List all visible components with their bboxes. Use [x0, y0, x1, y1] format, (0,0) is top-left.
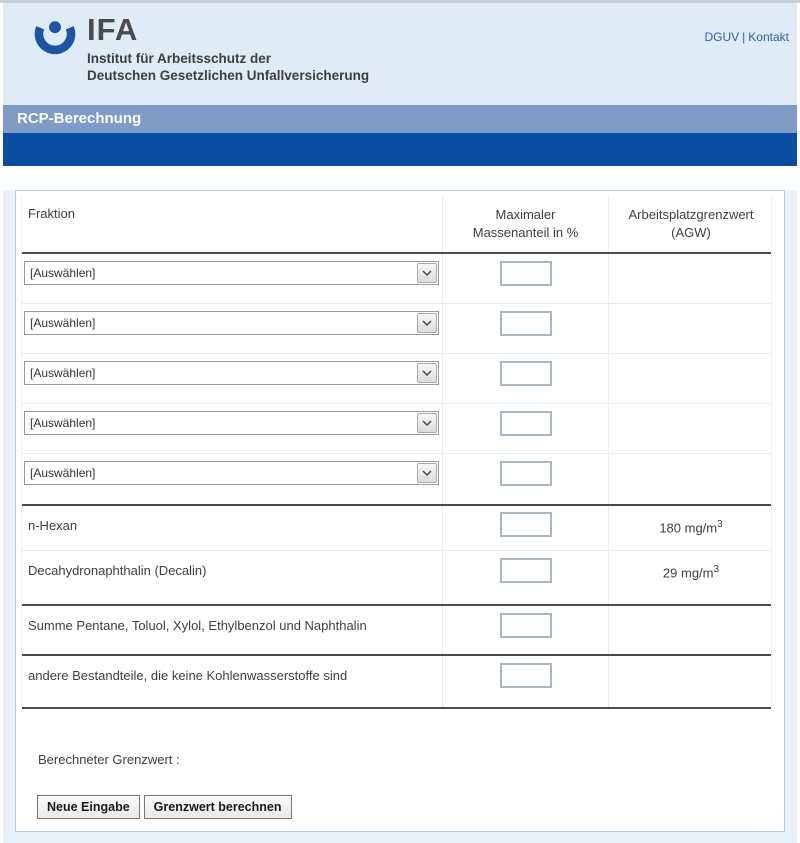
agw-cell	[609, 404, 773, 453]
site-header	[3, 3, 797, 105]
mass-percent-input-1[interactable]	[500, 261, 552, 286]
mass-percent-input-5[interactable]	[500, 461, 552, 486]
fraction-select-4[interactable]	[24, 411, 439, 435]
calculate-limit-button[interactable]: Grenzwert berechnen	[144, 795, 292, 819]
agw-cell	[609, 606, 773, 654]
table-row	[22, 656, 771, 709]
fraction-select-5[interactable]	[24, 461, 439, 485]
calculated-limit-label: Berechneter Grenzwert :	[38, 752, 180, 767]
rcp-table	[21, 197, 772, 709]
fraction-select-2-value: [Auswählen]	[30, 316, 96, 330]
agw-value: 29 $mg/m^3$	[662, 564, 720, 581]
spacer-band	[3, 166, 797, 190]
mass-percent-input-7[interactable]	[500, 558, 552, 583]
logo-block	[3, 3, 797, 84]
table-row	[22, 454, 771, 506]
rcp-form-panel	[15, 190, 785, 832]
dguv-logo-icon	[30, 15, 80, 59]
kontakt-link[interactable]: Kontakt	[748, 30, 789, 44]
table-row	[22, 254, 771, 304]
table-header-row	[22, 197, 771, 254]
agw-cell	[609, 454, 773, 504]
new-entry-button[interactable]: Neue Eingabe	[37, 795, 140, 819]
table-row	[22, 404, 771, 454]
table-row	[22, 606, 771, 656]
dguv-link[interactable]: DGUV	[704, 30, 740, 44]
brand-subtitle	[87, 50, 369, 84]
brand-acronym: IFA	[87, 12, 139, 47]
page-container	[3, 3, 797, 843]
fraction-label: n-Hexan	[28, 518, 78, 533]
mass-percent-input-6[interactable]	[500, 512, 552, 537]
fraction-select-4-value: [Auswählen]	[30, 416, 96, 430]
fraction-label: Decahydronaphthalin (Decalin)	[28, 563, 207, 578]
mass-percent-input-8[interactable]	[500, 613, 552, 638]
fraction-label: Summe Pentane, Toluol, Xylol, Ethylbenzol und Naphthalin	[28, 618, 367, 633]
table-row	[22, 551, 771, 606]
link-separator: |	[742, 30, 746, 44]
fraction-select-3-value: [Auswählen]	[30, 366, 96, 380]
agw-value: 180 $mg/m^3$	[659, 519, 723, 536]
fraction-select-3[interactable]	[24, 361, 439, 385]
agw-cell	[609, 656, 773, 707]
content-area	[3, 190, 797, 843]
fraction-select-2[interactable]	[24, 311, 439, 335]
fraction-select-5-value: [Auswählen]	[30, 466, 96, 480]
fraction-label: andere Bestandteile, die keine Kohlenwasserstoffe sind	[28, 668, 348, 683]
chevron-down-icon	[417, 463, 437, 483]
chevron-down-icon	[417, 413, 437, 433]
header-nav	[705, 30, 790, 44]
dark-blue-bar	[3, 133, 797, 166]
table-row	[22, 304, 771, 354]
chevron-down-icon	[417, 263, 437, 283]
agw-cell	[609, 354, 773, 403]
mass-percent-input-2[interactable]	[500, 311, 552, 336]
agw-cell	[609, 304, 773, 353]
mass-percent-input-4[interactable]	[500, 411, 552, 436]
mass-percent-input-3[interactable]	[500, 361, 552, 386]
mass-percent-input-9[interactable]	[500, 663, 552, 688]
fraction-select-1-value: [Auswählen]	[30, 266, 96, 280]
brand-text	[87, 13, 369, 84]
column-header-fraction: Fraktion	[22, 197, 443, 252]
chevron-down-icon	[417, 363, 437, 383]
chevron-down-icon	[417, 313, 437, 333]
button-row	[37, 795, 779, 819]
column-header-mass: Maximaler Massenanteil in %	[443, 197, 609, 252]
column-header-agw: Arbeitsplatzgrenzwert (AGW)	[628, 207, 754, 240]
brand-subtitle-line2: Deutschen Gesetzlichen Unfallversicherung	[87, 68, 370, 83]
table-row	[22, 354, 771, 404]
brand-subtitle-line1: Institut für Arbeitsschutz der	[87, 51, 272, 66]
table-row	[22, 506, 771, 551]
agw-cell	[609, 254, 773, 303]
fraction-select-1[interactable]	[24, 261, 439, 285]
page-title: RCP-Berechnung	[3, 105, 797, 133]
